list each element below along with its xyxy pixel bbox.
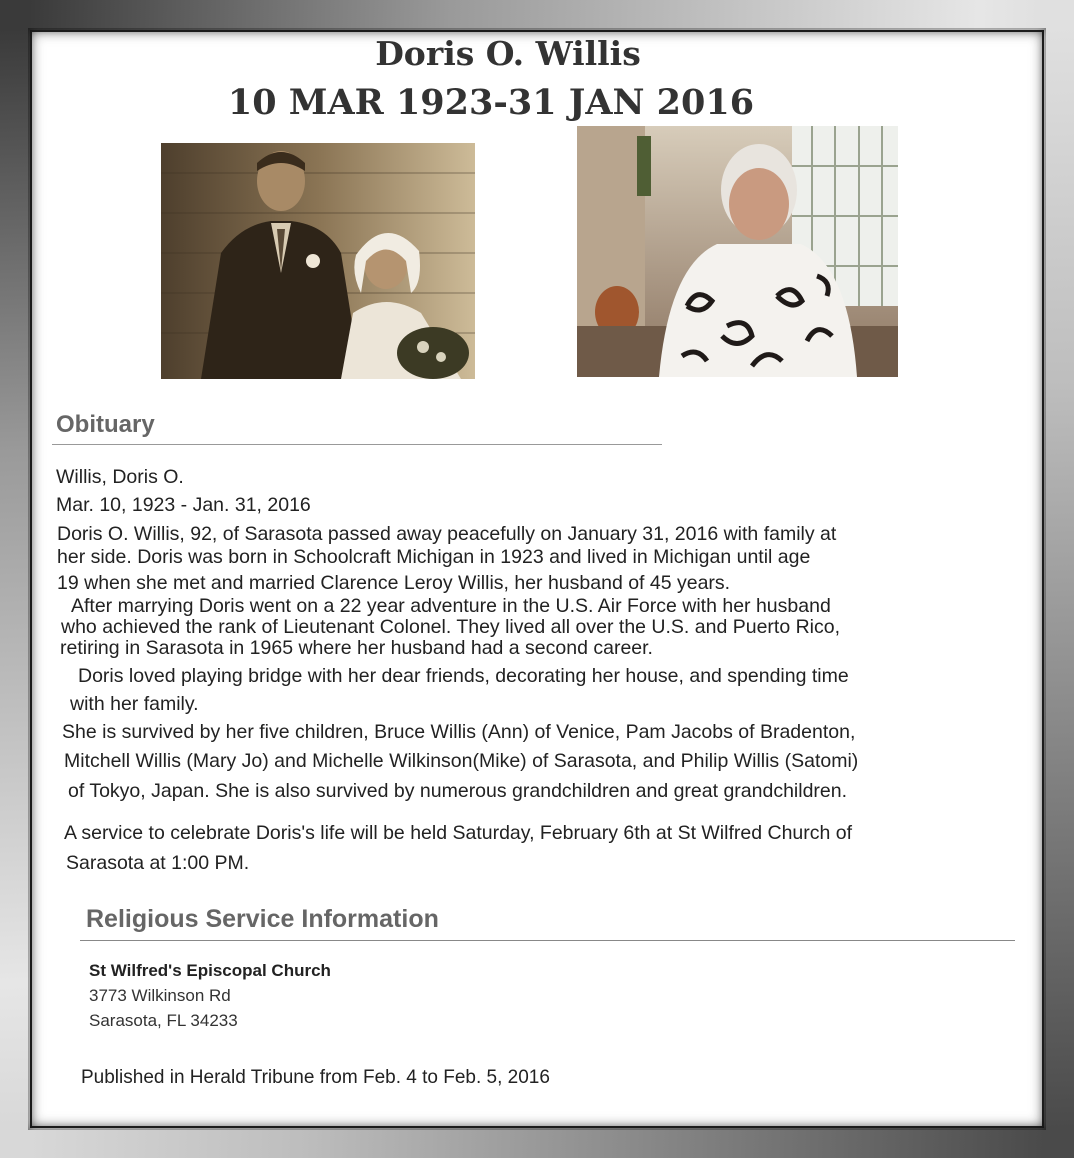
- obituary-line: who achieved the rank of Lieutenant Colonel. They lived all over the U.S. and Puerto Rico,: [61, 616, 841, 638]
- obituary-line: Sarasota at 1:00 PM.: [66, 852, 250, 874]
- obituary-line: Doris O. Willis, 92, of Sarasota passed away peacefully on January 31, 2016 with family at: [57, 523, 837, 545]
- portrait-photo-illustration: [577, 126, 898, 377]
- obituary-line: Mar. 10, 1923 - Jan. 31, 2016: [56, 494, 311, 516]
- religious-service-heading: Religious Service Information: [86, 905, 439, 933]
- obituary-line: Doris loved playing bridge with her dear friends, decorating her house, and spending time: [78, 665, 849, 687]
- obituary-line: She is survived by her five children, Bruce Willis (Ann) of Venice, Pam Jacobs of Bradenton,: [62, 721, 856, 743]
- portrait-photo: [577, 126, 898, 377]
- obituary-line: her side. Doris was born in Schoolcraft Michigan in 1923 and lived in Michigan until age: [57, 546, 811, 568]
- church-address-city: Sarasota, FL 34233: [89, 1011, 238, 1030]
- publication-note: Published in Herald Tribune from Feb. 4 to Feb. 5, 2016: [81, 1067, 550, 1088]
- church-address-street: 3773 Wilkinson Rd: [89, 986, 231, 1005]
- wedding-photo: [161, 143, 475, 379]
- page-title-name: Doris O. Willis: [375, 34, 641, 73]
- church-name: St Wilfred's Episcopal Church: [89, 961, 331, 980]
- obituary-divider: [52, 444, 662, 445]
- obituary-line: of Tokyo, Japan. She is also survived by numerous grandchildren and great grandchildren.: [68, 780, 848, 802]
- obituary-line: retiring in Sarasota in 1965 where her husband had a second career.: [60, 637, 653, 659]
- obituary-line: with her family.: [70, 693, 199, 715]
- obituary-line: After marrying Doris went on a 22 year adventure in the U.S. Air Force with her husband: [71, 595, 831, 617]
- obituary-line: 19 when she met and married Clarence Leroy Willis, her husband of 45 years.: [57, 572, 731, 594]
- obituary-heading: Obituary: [56, 411, 155, 438]
- obituary-line: Mitchell Willis (Mary Jo) and Michelle Wilkinson(Mike) of Sarasota, and Philip Willis (Satomi): [64, 750, 859, 772]
- religious-service-divider: [80, 940, 1015, 941]
- obituary-line: Willis, Doris O.: [56, 466, 184, 488]
- obituary-line: A service to celebrate Doris's life will be held Saturday, February 6th at St Wilfred Church of: [64, 822, 853, 844]
- wedding-photo-illustration: [161, 143, 475, 379]
- page-title-dates: 10 MAR 1923-31 JAN 2016: [227, 82, 755, 123]
